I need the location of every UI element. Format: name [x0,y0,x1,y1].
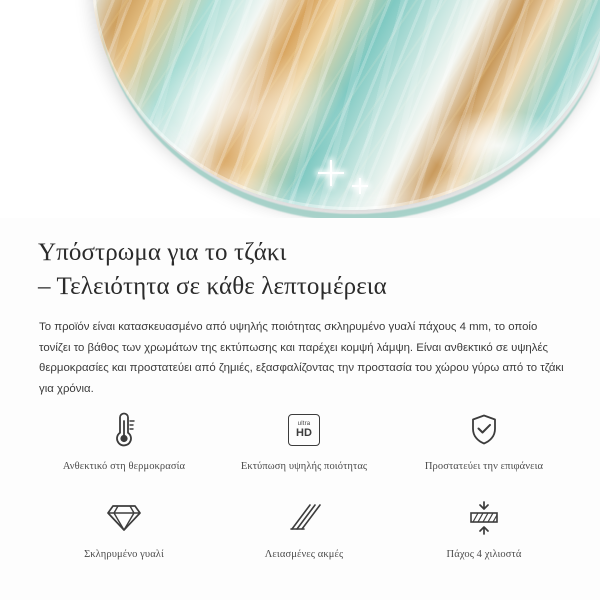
feature-item-temperature [34,408,214,472]
diamond-icon [106,496,142,540]
feature-item-thickness [394,496,574,560]
description-paragraph: Το προϊόν είναι κατασκευασμένο από υψηλής ποιότητας σκληρυμένο γυαλί πάχους 4 mm, το οποίο τονίζει το βάθος των χρωμάτων της εκτύπωσης και παρέχει κομψή λάμψη. Είναι ανθεκτικό σε υψηλές θερμοκρασίες και προστατεύει από ζημιές, εξασφαλίζοντας την προστασία του χώρου γύρω από το τζάκι για χρόνια. [39,321,564,395]
feature-item-tempered-glass [34,496,214,560]
feature-item-polished-edges [214,496,394,560]
feature-label: Πάχος 4 χιλιοστά [446,549,522,560]
thermometer-icon [107,408,141,452]
feature-item-surface-protection [394,408,574,472]
feature-label: Ανθεκτικό στη θερμοκρασία [62,461,186,472]
feature-grid [34,408,574,560]
feature-label: Εκτύπωση υψηλής ποιότητας [240,461,368,472]
thickness-icon [465,496,503,540]
ultra-hd-bottom-text: HD [296,427,312,439]
feature-label: Λειασμένες ακμές [264,549,344,560]
headline-line-2: – Τελειότητα σε κάθε λεπτομέρεια [38,273,387,300]
feature-label: Σκληρυμένο γυαλί [84,549,164,560]
feature-item-print-quality [214,408,394,472]
hero-image [0,0,600,218]
ultra-hd-icon [288,408,320,452]
ultra-hd-top-text: ultra [297,421,311,427]
page-title [38,236,568,304]
content-section [0,218,600,600]
shield-check-icon [467,408,501,452]
headline-line-1: Υπόστρωμα για το τζάκι [38,239,287,266]
polished-edges-icon [286,496,322,540]
feature-label: Προστατεύει την επιφάνεια [424,461,544,472]
plate-edge-highlight [96,0,600,218]
